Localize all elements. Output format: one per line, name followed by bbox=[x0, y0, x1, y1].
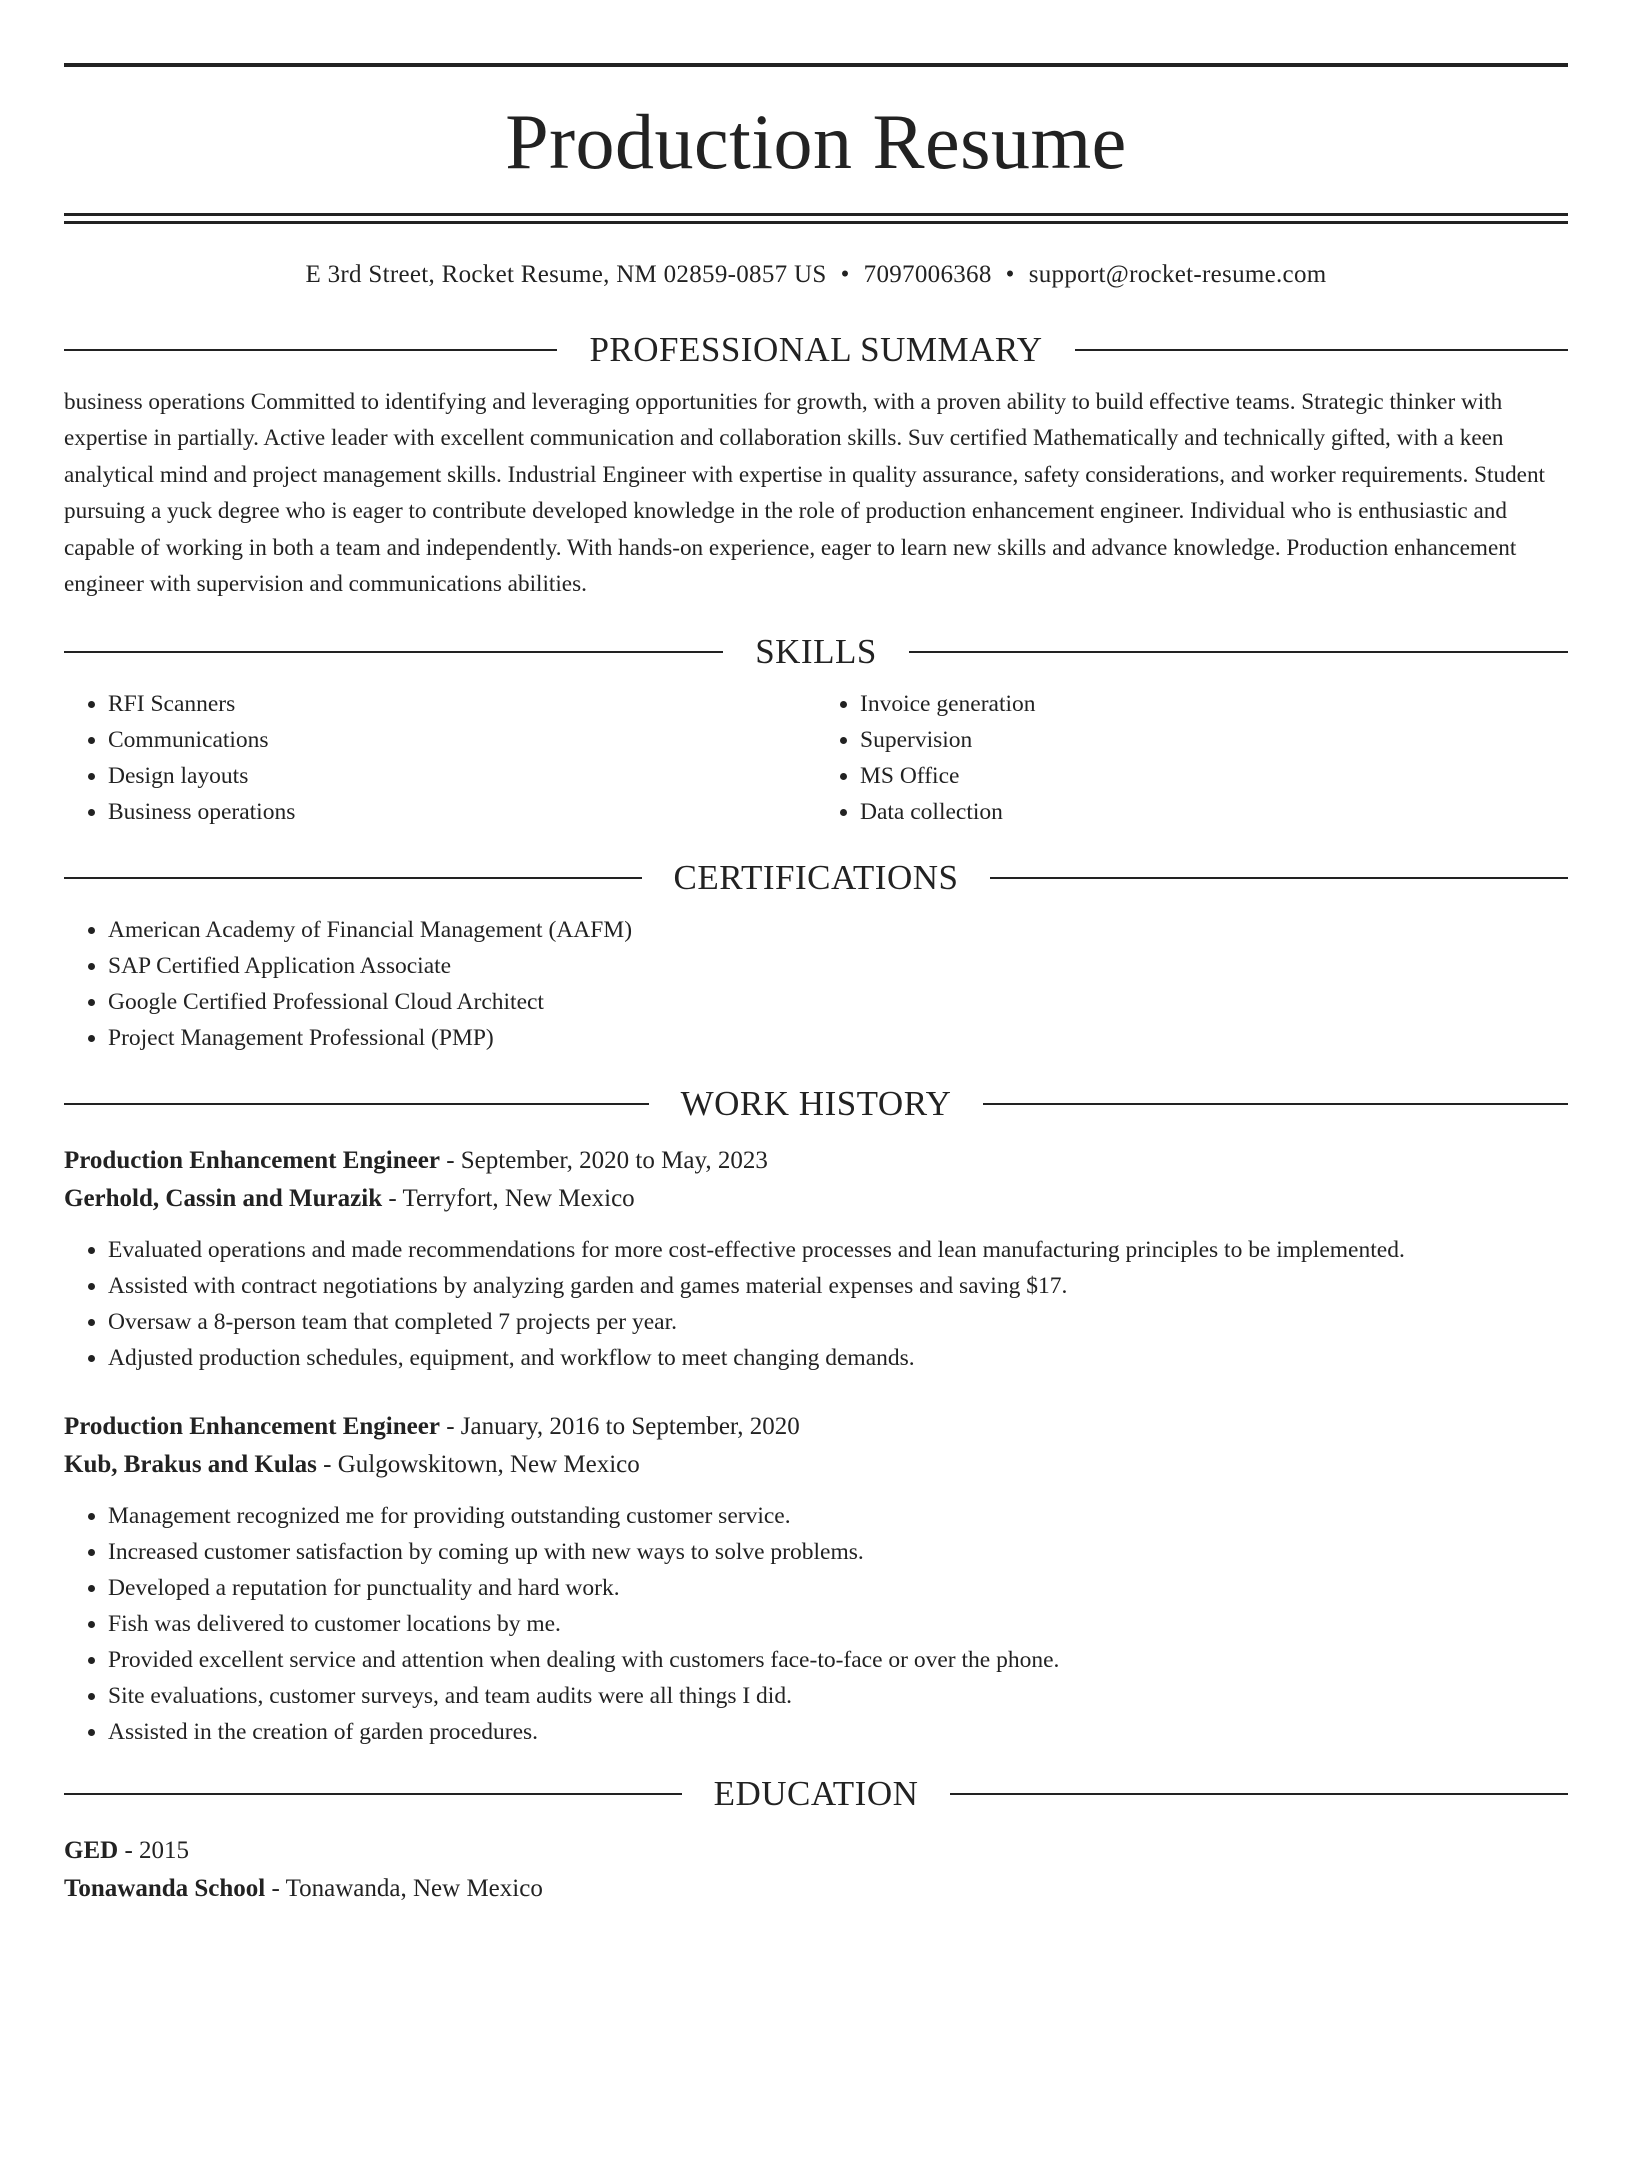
heading-rule-left bbox=[64, 349, 557, 351]
summary-text: business operations Committed to identifying and leveraging opportunities for growth, with a proven ability to build effective teams. Strategic thinker with expertise in partially. Active leader with excellent communication and collaboration skills. Suv certified Mathematically and technically gifted, with a keen analytical mind and project management skills. Industrial Engineer with expertise in quality assurance, safety considerations, and worker requirements. Student pursuing a yuck degree who is eager to contribute developed knowledge in the role of production enhancement engineer. Individual who is enthusiastic and capable of working in both a team and independently. With hands-on experience, eager to learn new skills and advance knowledge. Production enhancement engineer with supervision and communications abilities. bbox=[64, 389, 1545, 598]
skill-item: • MS Office bbox=[860, 758, 1568, 794]
job-title-line bbox=[64, 1408, 1568, 1446]
contact-email: support@rocket-resume.com bbox=[1028, 261, 1327, 288]
job-company-line bbox=[64, 1446, 1568, 1484]
job-bullets bbox=[64, 1232, 1568, 1376]
skill-item: • Supervision bbox=[860, 722, 1568, 758]
education-year: - 2015 bbox=[124, 1837, 190, 1865]
education-entry bbox=[64, 1832, 1568, 1908]
job-dates: - January, 2016 to September, 2020 bbox=[446, 1413, 800, 1441]
section-heading-summary bbox=[64, 328, 1568, 372]
skills-column-left bbox=[64, 686, 816, 830]
skill-item: • Communications bbox=[108, 722, 816, 758]
job-bullet: • Assisted with contract negotiations by analyzing garden and games material expenses and saving $17. bbox=[108, 1268, 1568, 1304]
job-bullet: • Assisted in the creation of garden procedures. bbox=[108, 1714, 1568, 1750]
heading-rule-right bbox=[983, 1103, 1568, 1105]
skill-item: • Data collection bbox=[860, 794, 1568, 830]
section-heading-work-history bbox=[64, 1082, 1568, 1126]
heading-rule-right bbox=[1075, 349, 1568, 351]
section-title: SKILLS bbox=[755, 632, 877, 672]
job-title: Production Enhancement Engineer bbox=[64, 1147, 440, 1175]
contact-line bbox=[64, 260, 1568, 290]
section-heading-skills bbox=[64, 630, 1568, 674]
certification-item: • Project Management Professional (PMP) bbox=[108, 1020, 1568, 1056]
job-location: - Terryfort, New Mexico bbox=[388, 1185, 635, 1213]
job-bullets bbox=[64, 1498, 1568, 1750]
education-school-line bbox=[64, 1870, 1568, 1908]
job-bullet: • Fish was delivered to customer locations by me. bbox=[108, 1606, 1568, 1642]
contact-separator: • bbox=[1005, 261, 1015, 288]
contact-phone: 7097006368 bbox=[863, 261, 992, 288]
education-degree-line bbox=[64, 1832, 1568, 1870]
job-company: Gerhold, Cassin and Murazik bbox=[64, 1185, 383, 1213]
job-bullet: • Adjusted production schedules, equipment, and workflow to meet changing demands. bbox=[108, 1340, 1568, 1376]
section-title: CERTIFICATIONS bbox=[673, 858, 959, 898]
certification-item: • American Academy of Financial Management (AAFM) bbox=[108, 912, 1568, 948]
heading-rule-left bbox=[64, 1103, 649, 1105]
job-bullet: • Oversaw a 8-person team that completed 7 projects per year. bbox=[108, 1304, 1568, 1340]
heading-rule-right bbox=[990, 877, 1568, 879]
heading-rule-right bbox=[950, 1793, 1568, 1795]
job-bullet: • Increased customer satisfaction by coming up with new ways to solve problems. bbox=[108, 1534, 1568, 1570]
resume-page bbox=[0, 63, 1632, 2175]
section-title: PROFESSIONAL SUMMARY bbox=[589, 330, 1043, 369]
contact-separator: • bbox=[840, 261, 850, 288]
heading-rule-left bbox=[64, 651, 723, 653]
education-location: - Tonawanda, New Mexico bbox=[271, 1875, 543, 1903]
job-bullet: • Developed a reputation for punctuality and hard work. bbox=[108, 1570, 1568, 1606]
section-heading-education bbox=[64, 1772, 1568, 1816]
skill-item: • RFI Scanners bbox=[108, 686, 816, 722]
section-title: EDUCATION bbox=[713, 1774, 919, 1814]
education-degree: GED bbox=[64, 1837, 119, 1865]
job-title: Production Enhancement Engineer bbox=[64, 1413, 440, 1441]
heading-rule-left bbox=[64, 1793, 682, 1795]
job-dates: - September, 2020 to May, 2023 bbox=[446, 1147, 768, 1175]
certification-item: • SAP Certified Application Associate bbox=[108, 948, 1568, 984]
job-bullet: • Site evaluations, customer surveys, and team audits were all things I did. bbox=[108, 1678, 1568, 1714]
job-bullet: • Provided excellent service and attention when dealing with customers face-to-face or over the phone. bbox=[108, 1642, 1568, 1678]
top-rule bbox=[64, 63, 1568, 67]
contact-address: E 3rd Street, Rocket Resume, NM 02859-0857 US bbox=[305, 261, 827, 288]
skills-list bbox=[64, 686, 1568, 830]
job-location: - Gulgowskitown, New Mexico bbox=[323, 1451, 640, 1479]
job-bullet: • Management recognized me for providing outstanding customer service. bbox=[108, 1498, 1568, 1534]
job-bullet: • Evaluated operations and made recommendations for more cost-effective processes and lean manufacturing principles to be implemented. bbox=[108, 1232, 1568, 1268]
section-heading-certifications bbox=[64, 856, 1568, 900]
work-history-entry bbox=[64, 1408, 1568, 1750]
resume-title: Production Resume bbox=[505, 98, 1127, 185]
certifications-list bbox=[64, 912, 1568, 1056]
title-double-rule bbox=[64, 213, 1568, 224]
heading-rule-right bbox=[909, 651, 1568, 653]
skill-item: • Business operations bbox=[108, 794, 816, 830]
job-company-line bbox=[64, 1180, 1568, 1218]
job-company: Kub, Brakus and Kulas bbox=[64, 1451, 317, 1479]
certification-item: • Google Certified Professional Cloud Architect bbox=[108, 984, 1568, 1020]
skills-column-right bbox=[816, 686, 1568, 830]
heading-rule-left bbox=[64, 877, 642, 879]
skill-item: • Design layouts bbox=[108, 758, 816, 794]
job-title-line bbox=[64, 1142, 1568, 1180]
skill-item: • Invoice generation bbox=[860, 686, 1568, 722]
section-title: WORK HISTORY bbox=[680, 1084, 952, 1124]
education-school: Tonawanda School bbox=[64, 1875, 266, 1903]
work-history-entry bbox=[64, 1142, 1568, 1376]
